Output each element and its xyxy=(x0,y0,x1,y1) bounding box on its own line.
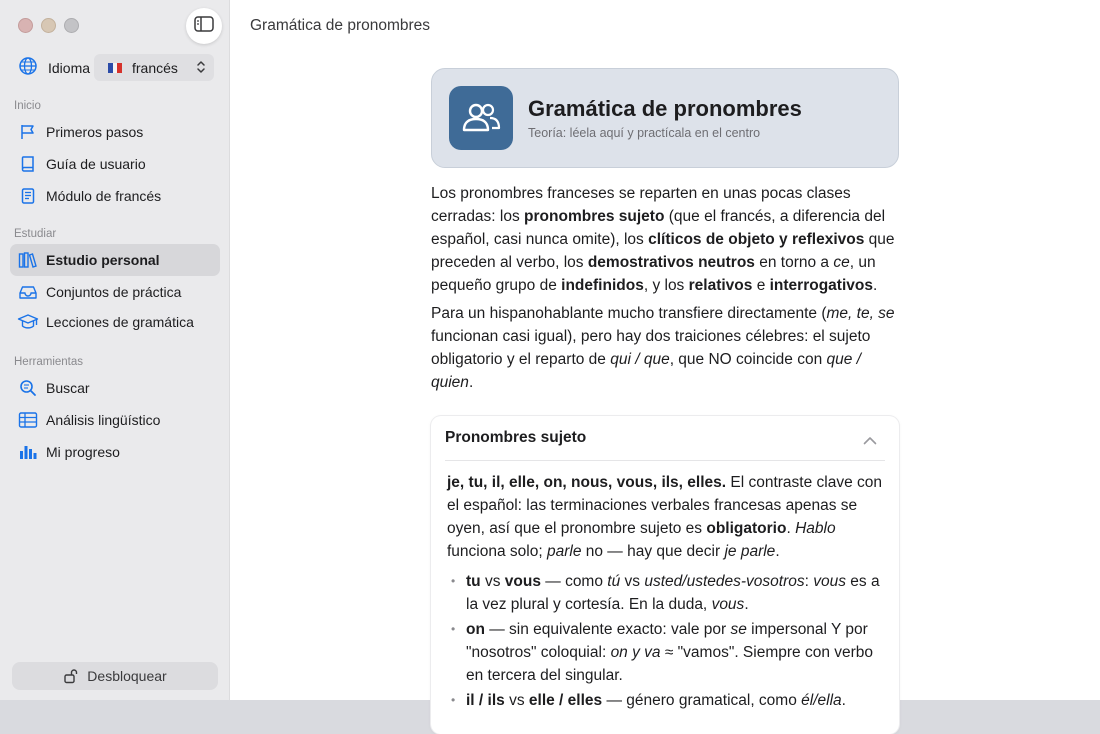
sidebar-item-primeros-pasos[interactable] xyxy=(10,116,220,148)
intro-paragraph-1: Los pronombres franceses se reparten en unas pocas clases cerradas: los pronombres sujeto (que el francés, a diferencia del español, casi nunca omite), los clíticos de objeto y reflexivos que preceden al verbo, los demostrativos neutros en torno a ce, un pequeño grupo de indefinidos, y los relativos e interrogativos. xyxy=(431,185,895,294)
tray-icon xyxy=(18,282,38,302)
notebook-icon xyxy=(18,186,38,206)
divider xyxy=(445,460,885,461)
language-value: francés xyxy=(132,59,178,76)
sidebar-item-lecciones-de-gramatica[interactable] xyxy=(10,306,220,338)
sidebar-item-estudio-personal[interactable] xyxy=(10,244,220,276)
section-body xyxy=(445,471,885,712)
intro-paragraph-2: Para un hispanohablante mucho transfiere directamente (me, te, se funcionan casi igual), pero hay dos traiciones célebres: el sujeto obligatorio y el reparto de qui / que, que NO coincide con que / quien. xyxy=(431,305,895,391)
flag-icon xyxy=(18,122,38,142)
section-bullet-list xyxy=(447,570,883,712)
window-controls xyxy=(18,18,79,33)
section-header[interactable] xyxy=(445,416,885,460)
window-title: Gramática de pronombres xyxy=(250,17,431,34)
zoom-window-button[interactable] xyxy=(64,18,79,33)
close-window-button[interactable] xyxy=(18,18,33,33)
unlock-icon xyxy=(63,668,79,684)
lesson-title: Gramática de pronombres xyxy=(528,96,802,121)
minimize-window-button[interactable] xyxy=(41,18,56,33)
sidebar-item-analisis-linguistico[interactable] xyxy=(10,404,220,436)
sidebar-item-label: Análisis lingüístico xyxy=(46,412,161,428)
sidebar-item-label: Lecciones de gramática xyxy=(46,314,194,330)
article xyxy=(431,68,899,734)
sidebar-item-label: Primeros pasos xyxy=(46,124,144,140)
section-title: Pronombres sujeto xyxy=(445,429,587,446)
unlock-button[interactable] xyxy=(12,662,218,690)
sidebar-item-conjuntos-de-practica[interactable] xyxy=(10,276,220,308)
sidebar-item-label: Guía de usuario xyxy=(46,156,146,172)
search-icon xyxy=(18,378,38,398)
lesson-subtitle: Teoría: léela aquí y practícala en el centro xyxy=(528,126,761,140)
language-select[interactable] xyxy=(94,54,214,81)
sidebar-item-label: Mi progreso xyxy=(46,444,120,460)
sidebar-toggle-icon xyxy=(194,16,214,37)
library-icon xyxy=(18,250,38,270)
lesson-header-card xyxy=(431,68,899,168)
sidebar-item-label: Módulo de francés xyxy=(46,188,162,204)
sidebar-toggle-button[interactable] xyxy=(186,8,222,44)
section-paragraph: je, tu, il, elle, on, nous, vous, ils, elles. El contraste clave con el español: las terminaciones verbales francesas apenas se oyen, así que el pronombre sujeto es obligatorio. Hablo funciona solo; parle no — hay que decir je parle. xyxy=(447,474,883,560)
section-title-inicio: Inicio xyxy=(14,100,41,112)
section-card-pronombres-sujeto xyxy=(431,416,899,734)
sidebar-item-label: Estudio personal xyxy=(46,252,160,268)
language-row xyxy=(18,56,218,80)
sidebar-item-label: Buscar xyxy=(46,380,90,396)
bar-chart-icon xyxy=(18,442,38,462)
france-flag-icon xyxy=(108,63,122,73)
chevron-up-icon[interactable] xyxy=(863,432,877,450)
sidebar-item-mi-progreso[interactable] xyxy=(10,436,220,468)
section-title-herramientas: Herramientas xyxy=(14,356,84,368)
section-title-estudiar: Estudiar xyxy=(14,228,57,240)
graduation-cap-icon xyxy=(18,312,38,332)
sidebar-item-modulo-de-frances[interactable] xyxy=(10,180,220,212)
main-content xyxy=(230,0,1100,709)
people-icon xyxy=(449,86,513,150)
book-icon xyxy=(18,154,38,174)
sidebar-item-label: Conjuntos de práctica xyxy=(46,284,182,300)
table-icon xyxy=(18,410,38,430)
sidebar xyxy=(0,0,230,700)
sidebar-item-buscar[interactable] xyxy=(10,372,220,404)
list-item: • il / ils vs elle / elles — género gramatical, como él/ella. xyxy=(447,689,883,712)
sidebar-item-guia-de-usuario[interactable] xyxy=(10,148,220,180)
globe-icon xyxy=(18,56,38,81)
list-item: • on — sin equivalente exacto: vale por se impersonal Y por "nosotros" coloquial: on y va ≈ "vamos". Siempre con verbo en tercera del singular. xyxy=(447,618,883,687)
unlock-label: Desbloquear xyxy=(87,668,167,684)
language-label: Idioma xyxy=(48,60,91,76)
list-item: • tu vs vous — como tú vs usted/ustedes-vosotros: vous es a la vez plural y cortesía. En la duda, vous. xyxy=(447,570,883,616)
chevron-up-down-icon xyxy=(196,60,206,77)
